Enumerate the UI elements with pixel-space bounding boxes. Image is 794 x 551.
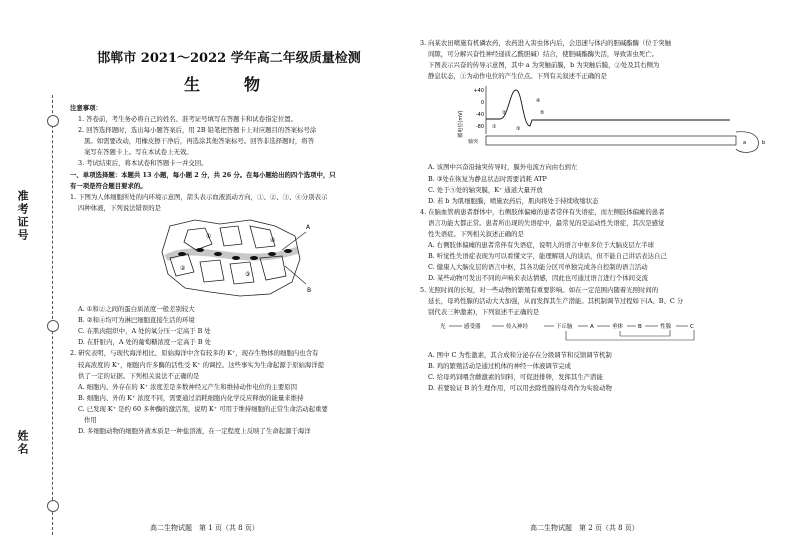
- binding-hole-1: [47, 115, 59, 127]
- page-2-footer: 高二生物试题 第 2 页（共 8 页）: [530, 524, 639, 532]
- q2-option-a: A. 细胞内、外存在的 K⁺ 浓度差是多数神经元产生和维持动作电位的主要原因: [78, 382, 297, 391]
- fig-mark: ④: [536, 98, 541, 105]
- fig-mark-b: b: [762, 140, 766, 147]
- q4-stem: 性失语症。下列相关叙述正确的是: [428, 230, 524, 239]
- q2-stem: 2. 研究表明，与现代海洋相比，原始海洋中含有较多的 K⁺，现存生物体的细胞内也含有: [70, 349, 319, 358]
- q4-option-d: D. 某些动物可发出不同的声响来表达情感，因此也可通过语言进行个体间交流: [428, 274, 648, 283]
- flow-node: 光: [440, 323, 446, 330]
- fig-tick: -40: [475, 112, 484, 119]
- fig-tick: 0: [480, 100, 484, 107]
- q2-option-c: C. 已发现 K⁺ 是约 60 多种酶的激活剂，说明 K⁺ 可用于维持细胞的正常生命活动起重要: [78, 404, 328, 413]
- note-line: 案写在答题卡上。写在本试卷上无效。: [84, 148, 193, 157]
- q4-stem: 语言功能大都正常。患者所出现的失语症中，最常见的是运动性失语症，其次是感觉: [428, 218, 665, 227]
- flow-node: C: [690, 323, 694, 330]
- svg-text:②: ②: [180, 264, 186, 272]
- q2-stem: 供了一定的证据。下列相关说法不正确的是: [78, 371, 200, 380]
- fig-mark: ①: [492, 124, 497, 131]
- q5-option-b: B. 鸡的繁殖活动是通过机体的神经一体液调节完成: [428, 361, 571, 370]
- q5-flowchart: [420, 318, 782, 346]
- fig-mark-a: a: [743, 140, 747, 147]
- q5-option-a: A. 图中 C 为性激素，其合成和分泌存在分级调节和反馈调节机制: [428, 350, 612, 359]
- q2-option-d: D. 多细胞动物的细胞外液本质是一种盐溶液，在一定程度上反映了生命起源于海洋: [78, 427, 311, 436]
- exam-title: 邯郸市 2021～2022 学年高二年级质量检测: [97, 51, 361, 66]
- fig-curve: [486, 90, 730, 126]
- q4-option-a: A. 右侧肢体偏瘫的患者常伴有失语症，说明人的语言中枢多位于大脑皮层左半球: [428, 241, 654, 250]
- binding-hole-3: [47, 500, 59, 512]
- q4-stem: 4. 在脑血管病患者群体中，右侧肢体偏瘫的患者常伴有失语症，而左侧肢体偏瘫的患者: [420, 207, 665, 216]
- q3-stem: 静息状态，①为动作电位的产生位点。下列有关叙述不正确的是: [428, 72, 607, 81]
- q3-stem: 间隙，可分解兴奋性神经递质乙酰胆碱）结合，使胆碱酯酶失活，导致害虫死亡。: [428, 50, 659, 59]
- note-line: 2. 回答选择题时，选出每小题答案后，用 2B 铅笔把答题卡上对应题目的答案标号涂: [78, 126, 317, 135]
- section-heading-cont: 有一项是符合题目要求的。: [70, 181, 147, 190]
- q5-stem: 延长，母鸡性腺的活动大大加强，从而发挥其生产潜能。其机制调节过程如下(A、B、C 分: [428, 296, 684, 305]
- binding-margin: [0, 0, 62, 551]
- exam-number-label: 准考证号: [16, 190, 29, 242]
- q5-option-c: C. 给母鸡饲喂含雌激素的饲料，可促进排卵，发挥其生产潜能: [428, 373, 603, 382]
- q5-option-d: D. 若要验证 B 的生理作用，可以用去除性腺的母鸡作为实验动物: [428, 384, 612, 393]
- svg-text:A: A: [306, 223, 311, 231]
- q1-stem: 1. 下图为人体细胞所处的内环境示意图，箭头表示血液流动方向，①、②、③、④分别表示: [70, 192, 328, 201]
- flow-node: 感受器: [464, 323, 481, 330]
- fig-axon-label: 轴突: [468, 139, 479, 146]
- q2-stem: 较高浓度的 K⁺，细胞内许多酶的活性受 K⁺ 的调控。这些事实为生命起源于原始海洋提: [78, 360, 325, 369]
- flow-node: 垂体: [612, 323, 624, 330]
- q3-option-b: B. ③处在恢复为静息状态时需要消耗 ATP: [428, 174, 547, 183]
- page-1-column: [70, 0, 388, 437]
- q3-option-c: C. 处于⑤处的轴突膜，K⁺ 通道大量开放: [428, 185, 543, 194]
- note-line: 1. 答卷前，考生务必将自己的姓名、准考证号填写在答题卡和试卷指定位置。: [78, 115, 298, 124]
- svg-text:④: ④: [270, 236, 276, 244]
- q2-option-b: B. 细胞内、外的 K⁺ 浓度不同，需要通过消耗细胞内化学反应释放的能量来维持: [78, 393, 304, 402]
- q1-option-a: A. ①和②之间的蛋白质浓度一般差别较大: [78, 305, 195, 314]
- section-heading: 一、单项选择题：本题共 13 小题，每小题 2 分，共 26 分。在每小题给出的四个选项中，只: [70, 170, 336, 179]
- fig-synapse: [736, 132, 758, 153]
- q1-tissue-figure: [70, 214, 388, 300]
- q3-action-potential-figure: [420, 82, 782, 158]
- q5-stem: 别代表三种激素)，下列叙述不正确的是: [428, 307, 540, 316]
- q5-stem: 5. 光照时间的长短，对一些动物的繁殖有重要影响。如在一定范围内随着光照时间的: [420, 285, 659, 294]
- flow-node: B: [638, 323, 642, 330]
- fig-mark: ②: [502, 110, 507, 117]
- q3-option-a: A. 该图中兴奋沿轴突传导时，膜外电流方向由右到左: [428, 163, 578, 172]
- q1-option-c: C. 在肌肉组织中，A 处的氧分压一定高于 B 处: [78, 327, 211, 336]
- q1-stem: 四种体液，下列说法错误的是: [78, 203, 162, 212]
- q4-option-b: B. 听觉性失语症表现为可以看懂文字，能理解别人的谈话，但不能自己讲话表达自己: [428, 252, 667, 261]
- q4-option-c: C. 健康人大脑皮层的语言中枢，其各功能分区可单独完成各自控制的语言活动: [428, 263, 648, 272]
- page-1-footer: 高二生物试题 第 1 页（共 8 页）: [150, 524, 259, 532]
- notice-heading: 注意事项：: [70, 104, 102, 112]
- q3-option-d: D. 若 b 为肌细胞膜，喷施农药后，肌肉将处于持续收缩状态: [428, 196, 599, 205]
- q3-stem: 3. 向某农田喷施有机磷农药，农药进入害虫体内后，会迅速与体内的胆碱酯酶（位于突触: [420, 39, 671, 47]
- q1-option-d: D. 在肝脏内，A 处的葡萄糖浓度一定高于 B 处: [78, 338, 212, 347]
- flow-node: A: [590, 323, 594, 330]
- fig-axon: [486, 136, 736, 145]
- note-line: 3. 考试结束后，将本试卷和答题卡一并交回。: [78, 159, 208, 168]
- binding-hole-2: [47, 320, 59, 332]
- subject-title: 生 物: [183, 75, 274, 94]
- svg-text:B: B: [307, 286, 312, 294]
- page-2-column: [420, 38, 782, 394]
- fig-tick: +40: [473, 88, 484, 95]
- fig-tick: -80: [475, 124, 484, 131]
- q2-option-c-cont: 作用: [84, 415, 97, 424]
- flow-node: 传入神经: [506, 323, 529, 330]
- fig-ylabel: 膜电位(mV): [458, 110, 464, 138]
- svg-text:③: ③: [245, 270, 251, 278]
- name-label: 姓名: [16, 430, 29, 456]
- flow-node: 性腺: [660, 323, 672, 330]
- fig-mark: ③: [516, 126, 521, 133]
- q1-option-b: B. ②和④均可为淋巴细胞直接生活的环境: [78, 316, 195, 325]
- flow-node: 下丘脑: [556, 323, 573, 330]
- q3-stem: 下图表示兴奋的传导示意图，其中 a 为突触前膜，b 为突触后膜，②处及其右侧为: [428, 61, 660, 70]
- svg-text:①: ①: [206, 232, 212, 240]
- note-line: 黑。如需要改动，用橡皮擦干净后，再选涂其他答案标号。回答非选择题时，将答: [84, 137, 315, 146]
- cut-line: [52, 95, 53, 535]
- fig-mark: ⑤: [540, 110, 545, 117]
